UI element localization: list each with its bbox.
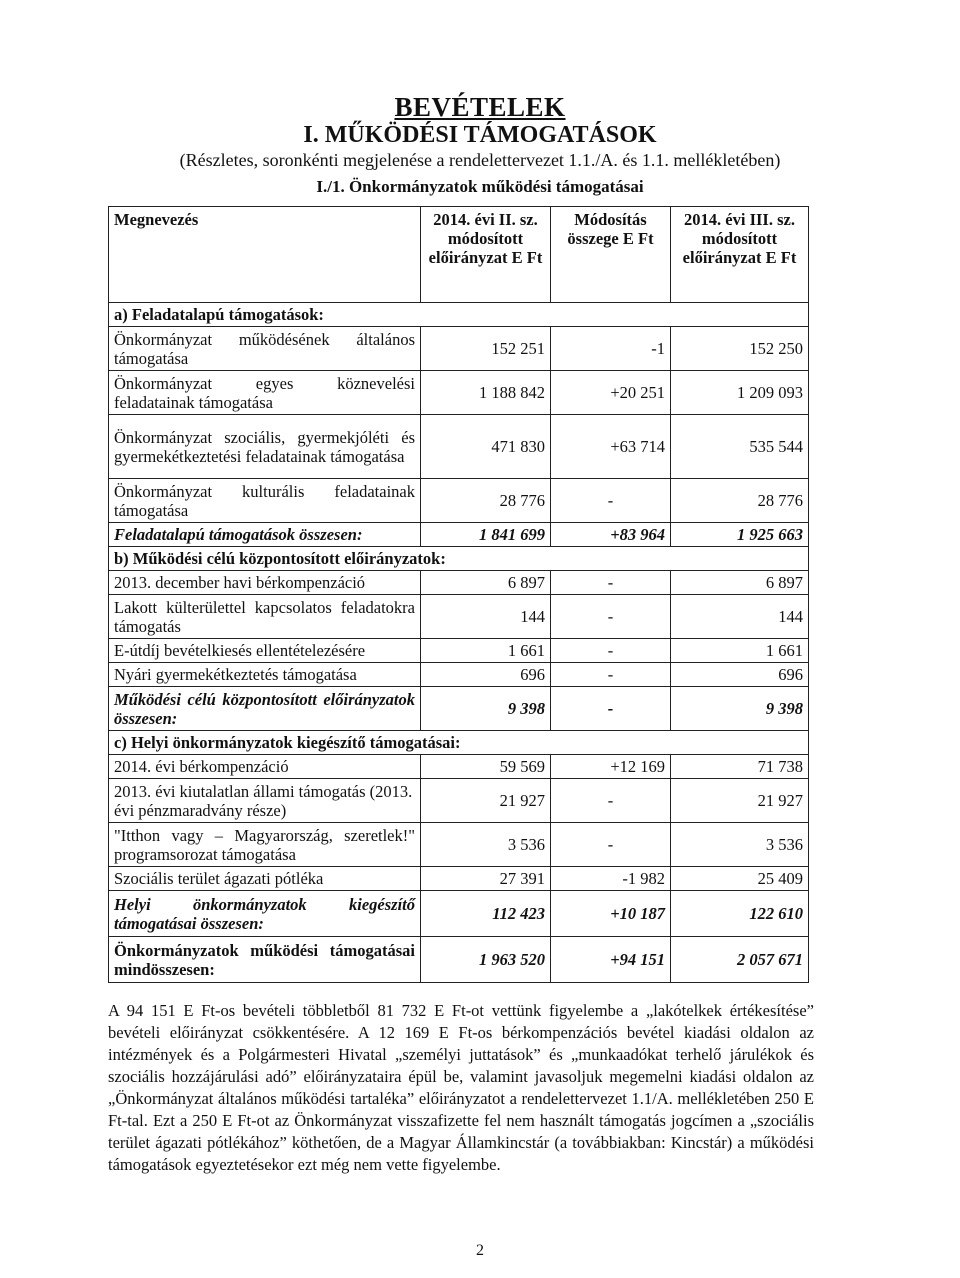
page-note: (Részletes, soronkénti megjelenése a rendelettervezet 1.1./A. és 1.1. mellékletében) [179,150,781,170]
header-name: Megnevezés [109,207,421,303]
subtotal-row: Feladatalapú támogatások összesen: 1 841 699 +83 964 1 925 663 [109,523,809,547]
table-row: 2013. évi kiutalatlan állami támogatás (2013. évi pénzmaradvány része) 21 927 - 21 927 [109,779,809,823]
section-heading: c) Helyi önkormányzatok kiegészítő támogatásai: [109,731,809,755]
section-heading: b) Működési célú központosított előirányzatok: [109,547,809,571]
section-heading: a) Feladatalapú támogatások: [109,303,809,327]
header-col2: Módosítás összege E Ft [551,207,671,303]
table-row: 2014. évi bérkompenzáció 59 569 +12 169 71 738 [109,755,809,779]
table-row: Lakott külterülettel kapcsolatos feladatokra támogatás 144 - 144 [109,595,809,639]
subtotal-row: Helyi önkormányzatok kiegészítő támogatásai összesen: 112 423 +10 187 122 610 [109,891,809,937]
page-subtitle: I. MŰKÖDÉSI TÁMOGATÁSOK [303,122,657,148]
budget-table [108,206,809,983]
header-col3: 2014. évi III. sz. módosított előirányzat E Ft [671,207,809,303]
header-col1: 2014. évi II. sz. módosított előirányzat E Ft [421,207,551,303]
subtotal-row: Működési célú központosított előirányzatok összesen: 9 398 - 9 398 [109,687,809,731]
table-row: Önkormányzat szociális, gyermekjóléti és gyermekétkeztetési feladatainak támogatása 471 830 +63 714 535 544 [109,415,809,479]
page-title: BEVÉTELEK [394,92,566,122]
table-row: 2013. december havi bérkompenzáció 6 897 - 6 897 [109,571,809,595]
section-title: I./1. Önkormányzatok működési támogatásai [316,177,644,196]
table-row: Szociális terület ágazati pótléka 27 391 -1 982 25 409 [109,867,809,891]
grand-total-row: Önkormányzatok működési támogatásai mindösszesen: 1 963 520 +94 151 2 057 671 [109,937,809,983]
table-row: "Itthon vagy – Magyarország, szeretlek!" programsorozat támogatása 3 536 - 3 536 [109,823,809,867]
table-row: Önkormányzat kulturális feladatainak támogatása 28 776 - 28 776 [109,479,809,523]
explanation-paragraph: A 94 151 E Ft-os bevételi többletből 81 732 E Ft-ot vettünk figyelembe a „lakótelkek értékesítése” bevételi előirányzat csökkentésére. A 12 169 E Ft-os bérkompenzációs bevétel kiadási oldalon az intézmények és a Polgármesteri Hivatal „személyi juttatások” és „munkaadókat terhelő járulékok és szociális hozzájárulási adó” előirányzataira épül be, valamint javasoljuk megemelni kiadási oldalon az „Önkormányzat általános működési tartaléka” előirányzatot a rendelettervezet 1.1/A. mellékletében 250 E Ft-tal. Ezt a 250 E Ft-ot az Önkormányzat visszafizette fel nem használt támogatás jogcímen a „szociális terület ágazati pótlékához” köthetően, de a Magyar Államkincstár (a továbbiakban: Kincstár) a működési támogatások egyeztetésekor ezt még nem vette figyelembe. [108,1001,814,1174]
page-number: 2 [476,1242,484,1259]
table-row: Önkormányzat működésének általános támogatása 152 251 -1 152 250 [109,327,809,371]
table-row: E-útdíj bevételkiesés ellentételezésére 1 661 - 1 661 [109,639,809,663]
table-row: Nyári gyermekétkeztetés támogatása 696 - 696 [109,663,809,687]
table-row: Önkormányzat egyes köznevelési feladatainak támogatása 1 188 842 +20 251 1 209 093 [109,371,809,415]
